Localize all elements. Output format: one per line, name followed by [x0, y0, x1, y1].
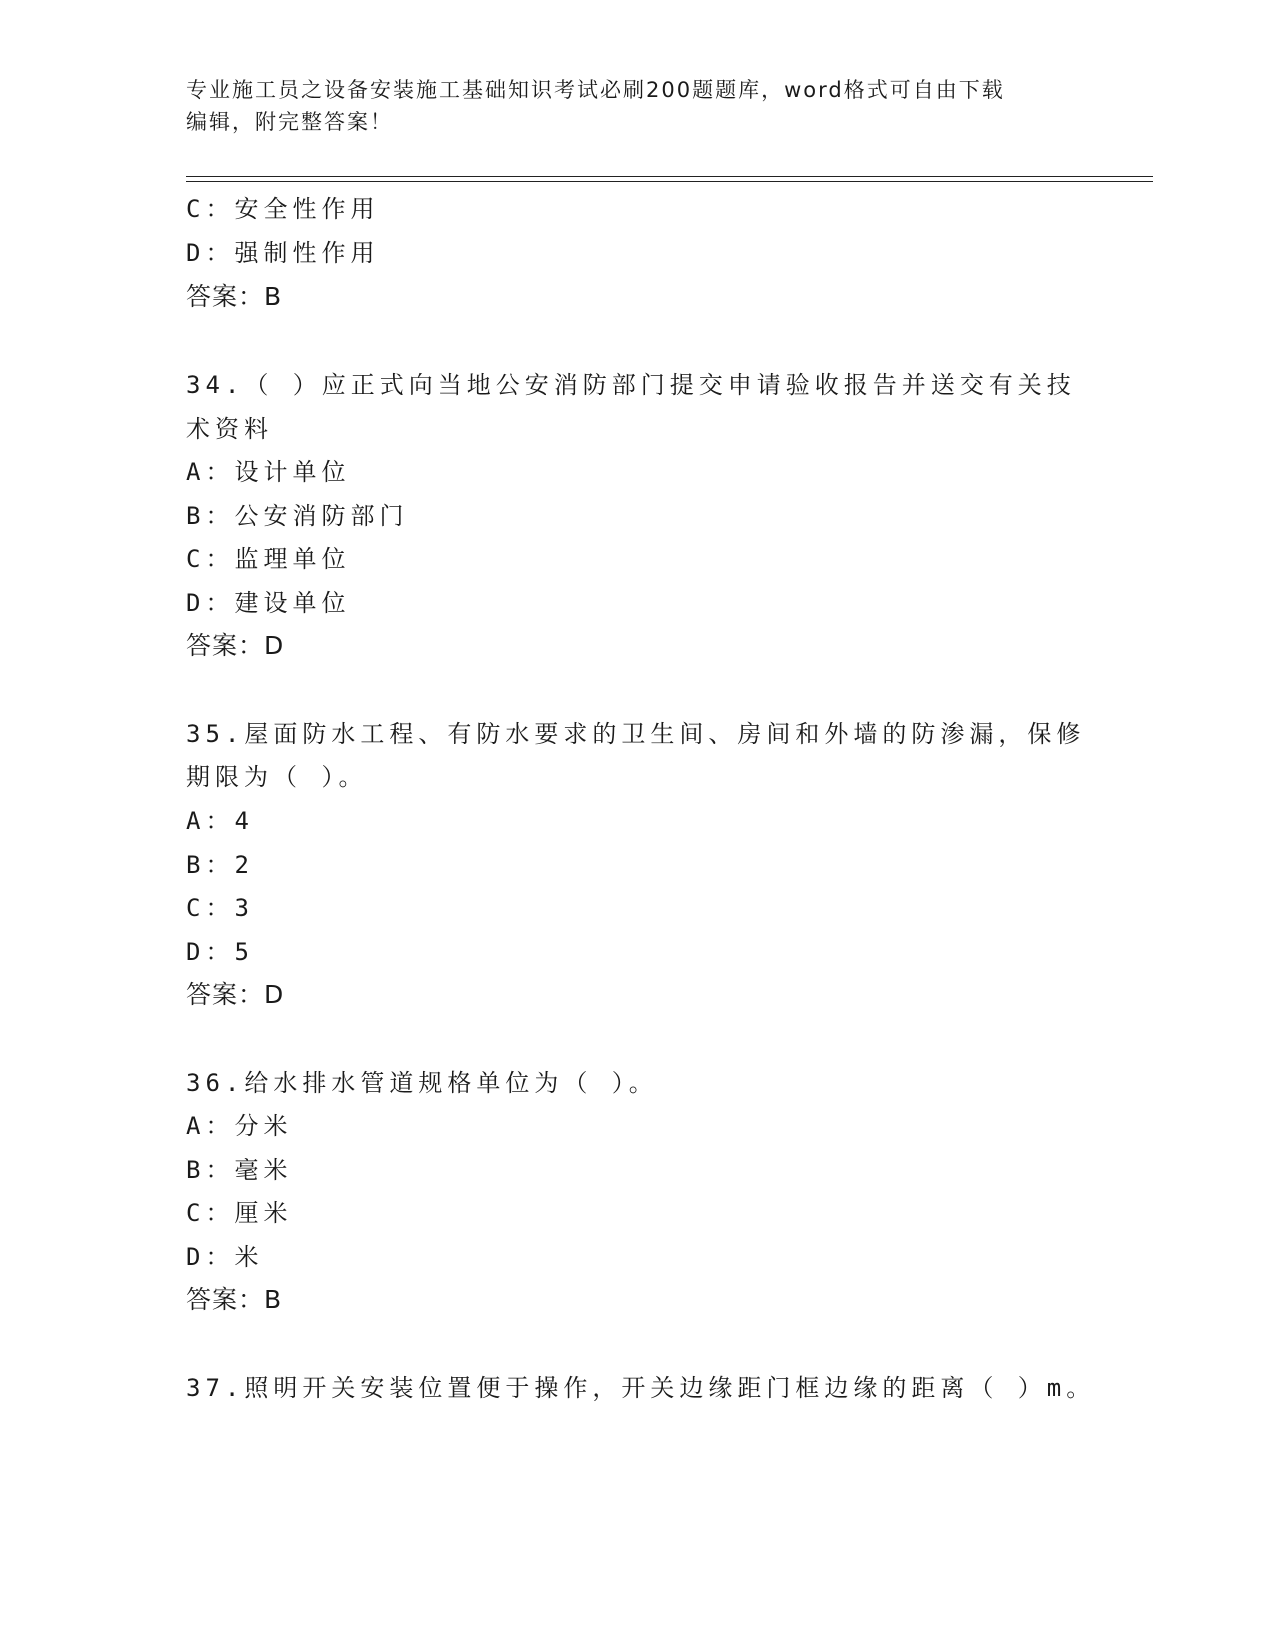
- q36-option-a: A：分米: [186, 1112, 293, 1140]
- q34-stem-line2: 术资料: [186, 415, 273, 443]
- q33-option-d: D：强制性作用: [186, 239, 380, 267]
- q35-answer: 答案：D: [186, 980, 285, 1009]
- header-rule-bottom: [186, 181, 1153, 182]
- q34-option-c: C：监理单位: [186, 545, 351, 573]
- q36-stem-line1: 36.给水排水管道规格单位为（ ）。: [186, 1069, 658, 1097]
- q35-option-d: D：5: [186, 938, 254, 966]
- q33-answer: 答案：B: [186, 282, 283, 311]
- q36-option-b: B：毫米: [186, 1156, 293, 1184]
- q35-stem-line2: 期限为（ ）。: [186, 763, 368, 791]
- header-title-line2: 编辑，附完整答案！: [186, 110, 393, 134]
- q36-option-c: C：厘米: [186, 1199, 293, 1227]
- q34-stem-line1: 34.（ ）应正式向当地公安消防部门提交申请验收报告并送交有关技: [186, 371, 1076, 399]
- q34-option-b: B：公安消防部门: [186, 502, 409, 530]
- header-title-line1: 专业施工员之设备安装施工基础知识考试必刷200题题库，word格式可自由下载: [186, 78, 1005, 102]
- q33-option-c: C：安全性作用: [186, 195, 380, 223]
- q35-stem-line1: 35.屋面防水工程、有防水要求的卫生间、房间和外墙的防渗漏，保修: [186, 720, 1086, 748]
- q34-answer: 答案：D: [186, 631, 285, 660]
- q37-stem-line1: 37.照明开关安装位置便于操作，开关边缘距门框边缘的距离（ ）m。: [186, 1374, 1096, 1402]
- q34-option-a: A：设计单位: [186, 458, 351, 486]
- q36-option-d: D：米: [186, 1243, 264, 1271]
- header-rule-top: [186, 176, 1153, 177]
- q36-answer: 答案：B: [186, 1285, 283, 1314]
- q35-option-a: A：4: [186, 807, 254, 835]
- q35-option-b: B：2: [186, 851, 254, 879]
- q34-option-d: D：建设单位: [186, 589, 351, 617]
- document-header: [186, 74, 1086, 138]
- q35-option-c: C：3: [186, 894, 254, 922]
